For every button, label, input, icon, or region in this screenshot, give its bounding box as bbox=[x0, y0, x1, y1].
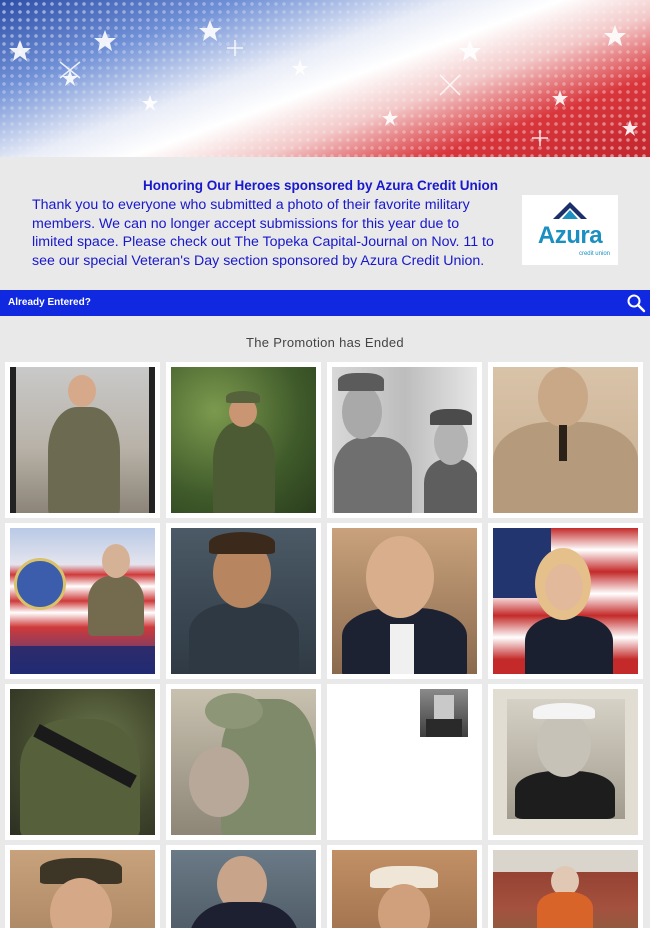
promotion-message: Thank you to everyone who submitted a photo of their favorite military members. We can no longer accept submissions for this year due to limited space. Please check out The Topeka Capital-Journal on Nov. 11 to see our special Veteran's Day section sponsored by Azura Credit Union. bbox=[32, 197, 494, 269]
veteran-photo bbox=[10, 367, 155, 513]
star-icon bbox=[62, 70, 78, 86]
gallery-item[interactable] bbox=[5, 845, 160, 928]
gallery-item[interactable] bbox=[166, 845, 321, 928]
veteran-photo bbox=[493, 528, 638, 674]
gallery-item[interactable] bbox=[488, 362, 643, 518]
veteran-photo bbox=[420, 689, 468, 737]
veteran-photo bbox=[332, 850, 477, 928]
veteran-photo bbox=[10, 850, 155, 928]
star-icon bbox=[459, 40, 481, 61]
veteran-photo bbox=[171, 689, 316, 835]
promotion-title: Honoring Our Heroes sponsored by Azura Credit Union bbox=[142, 178, 498, 193]
submission-gallery bbox=[5, 362, 647, 928]
sponsor-logo[interactable] bbox=[522, 195, 618, 265]
promotion-ended-status: The Promotion has Ended bbox=[246, 335, 404, 350]
gallery-item[interactable] bbox=[327, 362, 482, 518]
star-icon bbox=[622, 120, 638, 136]
gallery-item[interactable] bbox=[327, 523, 482, 679]
gallery-item[interactable] bbox=[488, 684, 643, 840]
logo-subtitle: credit union bbox=[578, 251, 610, 257]
star-icon bbox=[552, 90, 568, 106]
veteran-photo bbox=[493, 850, 638, 928]
gallery-item[interactable] bbox=[488, 523, 643, 679]
logo-mountain-icon bbox=[551, 200, 589, 222]
veteran-photo bbox=[332, 367, 477, 513]
veteran-photo bbox=[171, 528, 316, 674]
star-icon bbox=[292, 60, 308, 76]
gallery-item[interactable] bbox=[166, 684, 321, 840]
gallery-item[interactable] bbox=[5, 362, 160, 518]
veteran-photo bbox=[171, 850, 316, 928]
star-icon bbox=[604, 25, 626, 46]
veteran-photo bbox=[171, 367, 316, 513]
star-icon bbox=[9, 40, 31, 61]
veteran-photo bbox=[10, 689, 155, 835]
entry-search-bar bbox=[0, 290, 650, 316]
star-icon bbox=[142, 95, 158, 111]
veteran-photo bbox=[493, 367, 638, 513]
gallery-item[interactable] bbox=[166, 523, 321, 679]
already-entered-link[interactable]: Already Entered? bbox=[8, 297, 91, 308]
search-icon[interactable] bbox=[626, 293, 646, 313]
gallery-item[interactable] bbox=[5, 523, 160, 679]
veteran-photo bbox=[10, 528, 155, 674]
veteran-photo bbox=[332, 528, 477, 674]
star-icon bbox=[94, 30, 116, 51]
gallery-item[interactable] bbox=[488, 845, 643, 928]
star-icon bbox=[382, 110, 398, 126]
star-decoration bbox=[0, 0, 650, 157]
promotion-header bbox=[0, 157, 650, 290]
patriotic-banner bbox=[0, 0, 650, 157]
gallery-item[interactable] bbox=[166, 362, 321, 518]
star-icon bbox=[199, 20, 221, 41]
logo-wordmark: Azura bbox=[537, 222, 603, 249]
gallery-item[interactable] bbox=[327, 845, 482, 928]
gallery-item[interactable] bbox=[5, 684, 160, 840]
veteran-photo bbox=[493, 689, 638, 835]
gallery-item[interactable] bbox=[327, 684, 482, 840]
